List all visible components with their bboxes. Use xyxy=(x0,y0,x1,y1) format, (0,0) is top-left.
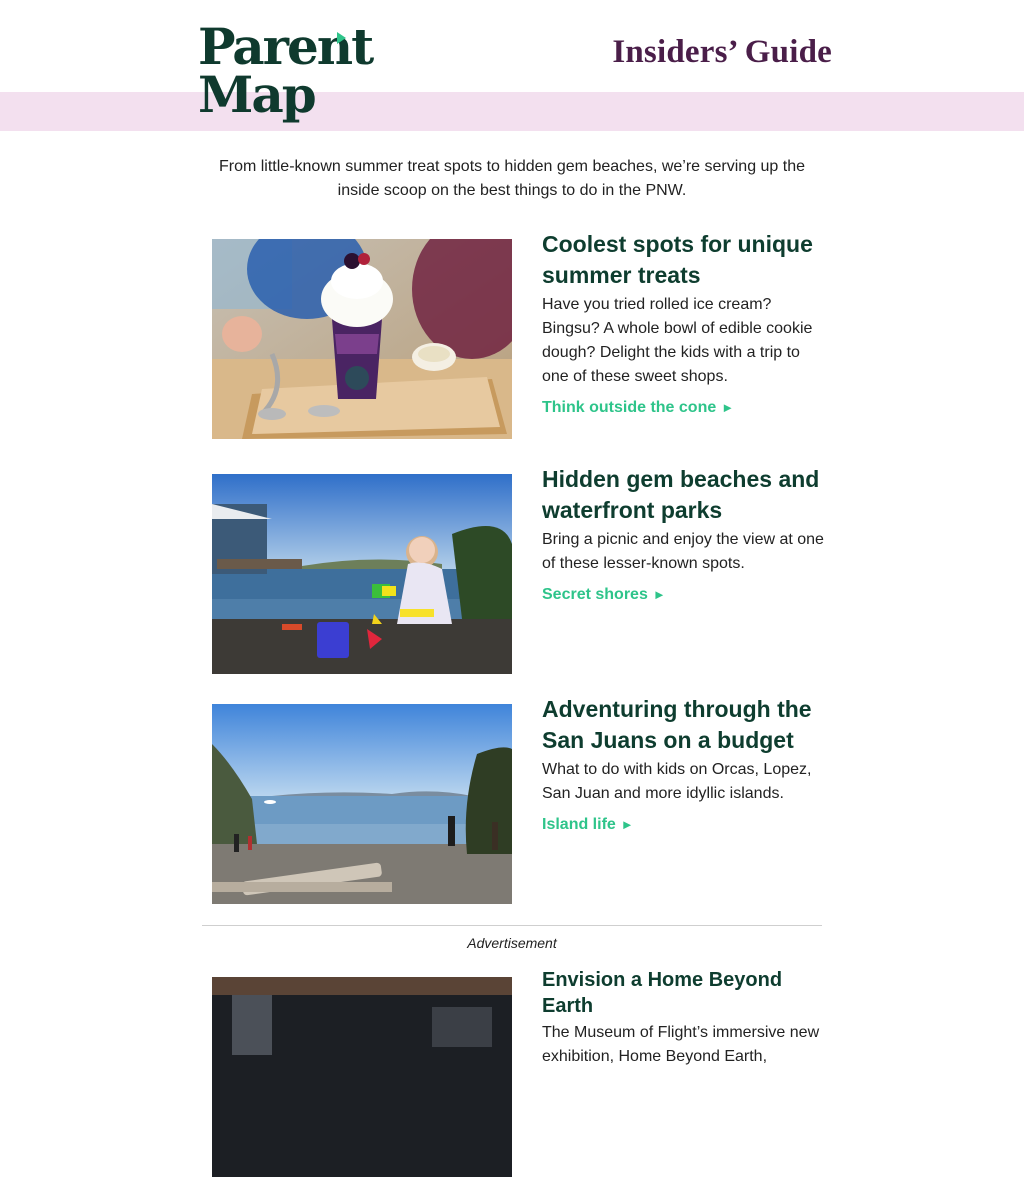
article-link[interactable] xyxy=(542,399,734,417)
advertisement-label: Advertisement xyxy=(467,935,557,951)
article-link-label: Secret shores xyxy=(542,586,648,603)
play-arrow-icon: ► xyxy=(652,587,666,602)
island-cove-photo[interactable] xyxy=(212,704,512,904)
play-arrow-icon: ► xyxy=(620,817,634,832)
logo-play-icon xyxy=(337,32,346,44)
article-link-label: Island life xyxy=(542,816,616,833)
child-on-beach-photo[interactable] xyxy=(212,474,512,674)
play-arrow-icon: ► xyxy=(721,400,735,415)
section-divider xyxy=(202,925,822,926)
ice-cream-sundae-photo[interactable] xyxy=(212,239,512,439)
logo-line-2: Map xyxy=(198,65,315,124)
article-title[interactable]: Coolest spots for unique summer treats xyxy=(542,231,813,288)
article-title[interactable]: Adventuring through the San Juans on a budget xyxy=(542,696,812,753)
newsletter-title: Insiders’ Guide xyxy=(612,34,832,70)
parentmap-logo[interactable] xyxy=(198,16,373,124)
ad-summary: The Museum of Flight’s immersive new exhibition, Home Beyond Earth, xyxy=(542,1024,820,1065)
logo-line-1: Parent xyxy=(198,17,373,76)
article-link[interactable] xyxy=(542,586,666,604)
article-link[interactable] xyxy=(542,816,634,834)
museum-interior-photo[interactable] xyxy=(212,977,512,1177)
header-band xyxy=(0,92,1024,131)
ad-title[interactable]: Envision a Home Beyond Earth xyxy=(542,969,783,1017)
article-summary: Bring a picnic and enjoy the view at one of these lesser-known spots. xyxy=(542,531,824,572)
article-summary: What to do with kids on Orcas, Lopez, San Juan and more idyllic islands. xyxy=(542,761,812,802)
article-summary: Have you tried rolled ice cream? Bingsu? A whole bowl of edible cookie dough? Delight the kids with a trip to one of these sweet shops. xyxy=(542,296,813,385)
article-title[interactable]: Hidden gem beaches and waterfront parks xyxy=(542,466,820,523)
article-link-label: Think outside the cone xyxy=(542,399,717,416)
intro-text: From little-known summer treat spots to hidden gem beaches, we’re serving up the inside scoop on the best things to do in the PNW. xyxy=(218,158,806,199)
